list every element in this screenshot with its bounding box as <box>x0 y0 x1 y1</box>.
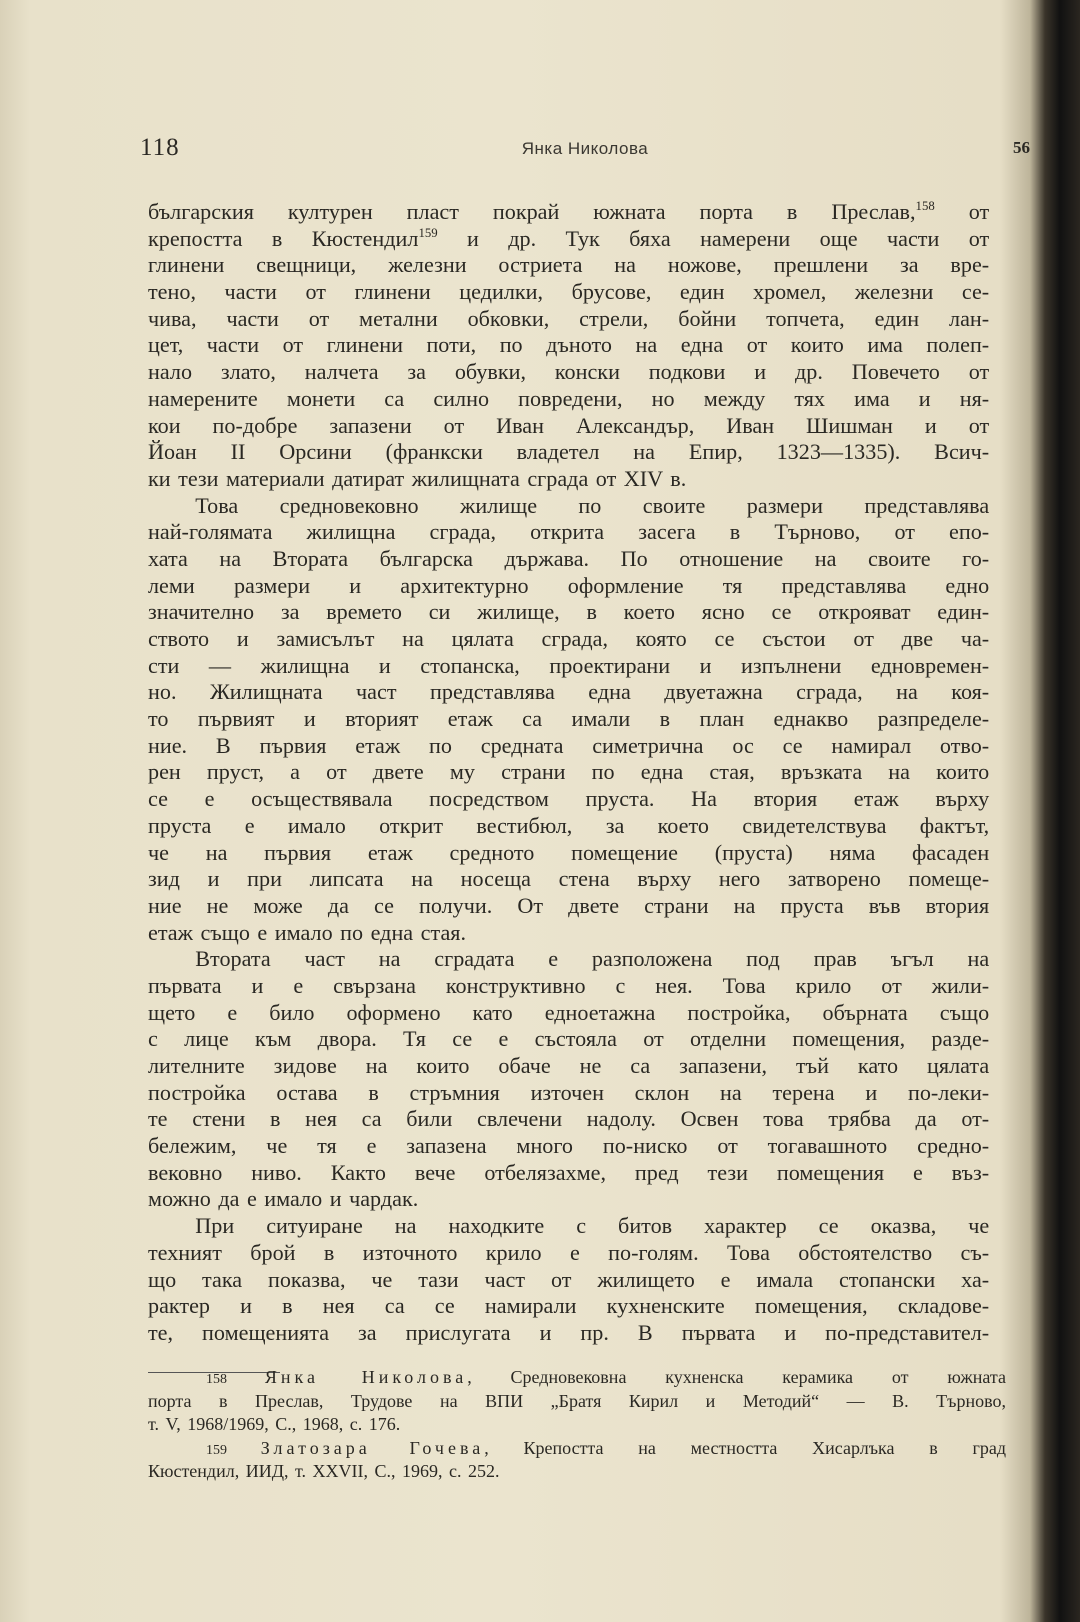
text-line: ството и замисълът на цялата сграда, която се състои от две ча- <box>148 626 990 651</box>
text-line: можно да е имало и чардак. <box>148 1186 419 1212</box>
text-line: Втората част на сградата е разположена под прав ъгъл на <box>195 946 990 972</box>
text-line: При ситуиране на находките с битов характер се оказва, че <box>195 1213 990 1239</box>
text-line: щето е било оформено като едноетажна постройка, обърната също <box>148 999 990 1025</box>
text-line: те, помещенията за прислугата и пр. В първата и по-представител- <box>148 1319 990 1345</box>
footnote-number: 159 <box>206 1442 261 1458</box>
text-run: българския културен пласт покрай южната порта в Преслав, <box>148 199 916 224</box>
footnote-ref: 158 <box>915 198 935 213</box>
text-line: Йоан II Орсини (франкски владетел на Епир, 1323—1335). Всич- <box>148 439 990 465</box>
paragraph-block <box>148 946 989 1213</box>
text-line: те стени в нея са били свлечени надолу. Освен това трябва да от- <box>148 1106 990 1132</box>
text-line <box>148 1366 1006 1390</box>
text-line: ние. В първия етаж по средната симетрична ос се намирал отво- <box>148 732 990 758</box>
text-line: нало злато, налчета за обувки, конски подкови и др. Повечето от <box>148 359 990 385</box>
page-number: 118 <box>140 134 180 161</box>
text-line: Това средновековно жилище по своите размери представлява <box>195 492 990 518</box>
text-line: глинени свещници, железни остриета на ножове, прешлени за вре- <box>148 252 990 278</box>
text-run: и др. Тук бяха намерени още части от <box>437 225 990 251</box>
author-name: Златозара Гочева <box>260 1437 485 1458</box>
text-line: първата и е свързана конструктивно с нея. Това крило от жили- <box>148 972 990 998</box>
text-line: техният брой в източното крило е по-голям. Това обстоятелство съ- <box>148 1239 990 1265</box>
text-run: от <box>934 199 990 224</box>
text-line: но. Жилищната част представлява една двуетажна сграда, на коя- <box>148 679 990 705</box>
text-line: рактер и в нея са се намирали кухненските помещения, складове- <box>148 1293 990 1319</box>
footnote-ref: 159 <box>418 224 438 240</box>
author-name: Янка Николова <box>264 1367 468 1387</box>
text-line: ки тези материали датират жилищната сграда от XIV в. <box>148 465 687 491</box>
running-title: Янка Николова <box>521 139 649 158</box>
paragraph-block <box>148 1213 989 1346</box>
text-line: чива, части от метални обковки, стрели, бойни топчета, един лан- <box>148 305 990 331</box>
text-line: най-голямата жилищна сграда, открита засега в Търново, от епо- <box>148 519 990 545</box>
text-run: , Средновековна кухненска керамика от южната <box>467 1367 1006 1387</box>
text-line: се е осъществявала посредством пруста. На втория етаж върху <box>148 786 990 812</box>
text-line: бележим, че тя е запазена много по-ниско от тогавашното средно- <box>148 1133 990 1159</box>
text-run: , Крепостта на местността Хисарлъка в град <box>484 1437 1007 1458</box>
paragraph-block <box>148 199 989 493</box>
footnotes <box>148 1366 1006 1484</box>
text-line: хата на Втората българска държава. По отношение на своите го- <box>148 545 990 571</box>
text-line: вековно ниво. Както вече отбелязахме, пред тези помещения е въз- <box>148 1159 990 1185</box>
text-line <box>148 1437 1006 1461</box>
text-line: ние не може да се получи. От двете страни на пруста във втория <box>148 892 990 918</box>
paragraph-block <box>148 493 989 947</box>
text-line: то първият и вторият етаж са имали в план еднакво разпределе- <box>148 706 990 732</box>
footnote-number: 158 <box>206 1372 265 1387</box>
text-line: Кюстендил, ИИД, т. XXVII, С., 1969, с. 252. <box>148 1461 500 1481</box>
text-line: намерените монети са силно повредени, но между тях има и ня- <box>148 385 990 411</box>
text-line: що така показва, че тази част от жилището е имала стопански ха- <box>148 1266 990 1292</box>
text-line: че на първия етаж средното помещение (пруста) няма фасаден <box>148 839 990 865</box>
text-line: с лице към двора. Тя се е състояла от отделни помещения, разде- <box>148 1026 990 1052</box>
footnote-block <box>148 1437 1006 1484</box>
main-text <box>148 199 989 1347</box>
text-run: крепостта в Кюстендил <box>148 225 419 251</box>
text-line: етаж също е имало по една стая. <box>148 919 467 945</box>
text-line: значително за времето си жилище, в което ясно се открояват един- <box>148 599 990 625</box>
sheet-number: 56 <box>1013 138 1030 157</box>
footnote-block <box>148 1366 1006 1437</box>
text-line: порта в Преслав, Трудове на ВПИ „Братя Кирил и Методий“ — В. Търново, <box>148 1390 1006 1411</box>
text-line: т. V, 1968/1969, С., 1968, с. 176. <box>148 1414 401 1434</box>
text-line: рен пруст, а от двете му страни по една стая, връзката на които <box>148 759 990 785</box>
text-line: сти — жилищна и стопанска, проектирани и изпълнени едновремен- <box>148 652 990 678</box>
text-line: цет, части от глинени поти, по дъното на една от които има полеп- <box>148 332 990 358</box>
text-line: тено, части от глинени цедилки, брусове, един хромел, железни се- <box>148 279 990 305</box>
text-line: зид и при липсата на носеща стена върху него затворено помеще- <box>148 866 990 892</box>
text-line: пруста е имало открит вестибюл, за което свидетелствува фактът, <box>148 812 990 838</box>
text-line: постройка остава в стръмния източен склон на терена и по-леки- <box>148 1079 990 1105</box>
text-line: лителните зидове на които обаче не са запазени, тъй като цялата <box>148 1053 990 1078</box>
text-line: кои по-добре запазени от Иван Александър, Иван Шишман и от <box>148 412 990 438</box>
text-line: леми размери и архитектурно оформление тя представлява едно <box>148 572 990 598</box>
text-line <box>148 226 989 253</box>
running-header <box>140 134 1030 164</box>
text-line <box>148 199 989 226</box>
